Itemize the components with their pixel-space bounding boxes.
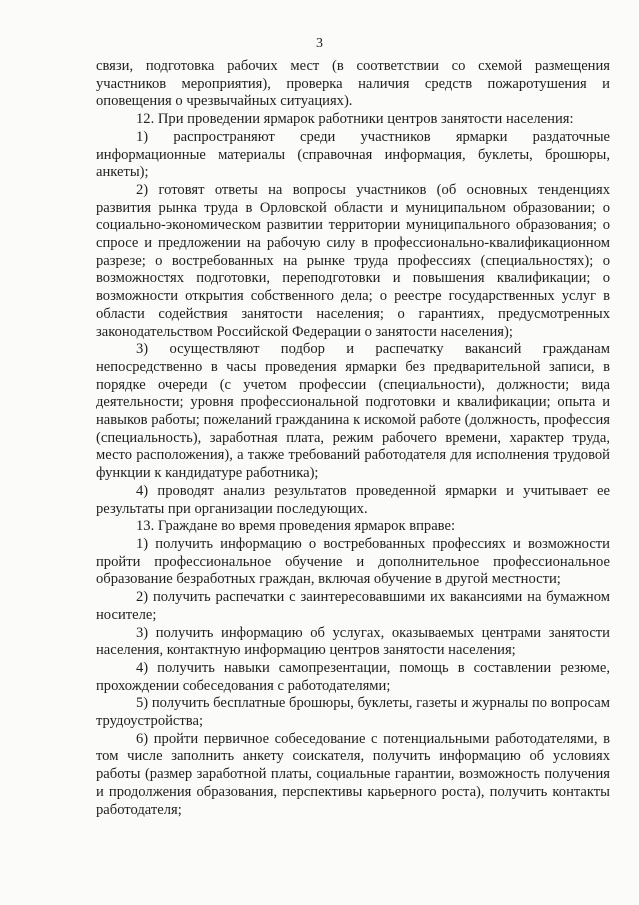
paragraph-section-13: 13. Граждане во время проведения ярмарок вправе: <box>136 518 456 535</box>
paragraph-item: 1) получить информацию о востребованных профессиях и возможности пройти профессиональное обучение и дополнительное профессиональное образование безработных граждан, включая обучение в другой местности; <box>96 535 610 588</box>
paragraph-item: 5) получить бесплатные брошюры, буклеты, газеты и журналы по вопросам трудоустройства; <box>96 695 610 730</box>
paragraph-continuation: связи, подготовка рабочих мест (в соответствии со схемой размещения участников мероприятия), проверка наличия средств пожаротушения и оповещения о чрезвычайных ситуациях). <box>96 58 610 110</box>
page-number: 3 <box>316 36 323 51</box>
paragraph-item: 2) получить распечатки с заинтересовавшими их вакансиями на бумажном носителе; <box>96 589 610 623</box>
paragraph-item: 3) осуществляют подбор и распечатку вакансий гражданам непосредственно в часы проведения ярмарки без предварительной записи, в порядке очереди (с учетом профессии (специальности), должности; вида деятельности; уровня профессиональной подготовки и квалификации; опыта и навыков работы; пожеланий гражданина к искомой работе (должность, профессия (специальность), заработная плата, режим рабочего времени, характер труда, место расположения), а также требований работодателя для исполнения трудовой функции к кандидатуре работника); <box>96 341 610 482</box>
paragraph-item: 3) получить информацию об услугах, оказываемых центрами занятости населения, контактную информацию центров занятости населения; <box>96 624 610 659</box>
paragraph-item: 6) пройти первичное собеседование с потенциальными работодателями, в том числе заполнить анкету соискателя, получить информацию об условиях работы (размер заработной платы, социальные гарантии, возможность получения и продолжения образования, перспективы карьерного роста), получить контакты работодателя; <box>96 730 610 818</box>
paragraph-item: 2) готовят ответы на вопросы участников (об основных тенденциях развития рынка труда в Орловской области и муниципальном образовании; о социально-экономическом развитии территории муниципального образования; о спросе и предложении на рабочую силу в профессионально-квалификационном разрезе; о востребованных на рынке труда профессиях (специальностях); о возможностях подготовки, переподготовки и повышения квалификации; о возможности открытия собственного дела; о реестре государственных услуг в области содействия занятости населения; о гарантиях, предусмотренных законодательством Российской Федерации о занятости населения); <box>96 181 610 340</box>
paragraph-item: 4) проводят анализ результатов проведенной ярмарки и учитывает ее результаты при организации последующих. <box>96 482 610 517</box>
paragraph-item: 4) получить навыки самопрезентации, помощь в составлении резюме, прохождении собеседования с работодателями; <box>96 659 610 694</box>
paragraph-section-12: 12. При проведении ярмарок работники центров занятости населения: <box>136 111 574 128</box>
paragraph-item: 1) распространяют среди участников ярмарки раздаточные информационные материалы (справочная информация, буклеты, брошюры, анкеты); <box>96 128 610 181</box>
document-body <box>96 58 610 819</box>
